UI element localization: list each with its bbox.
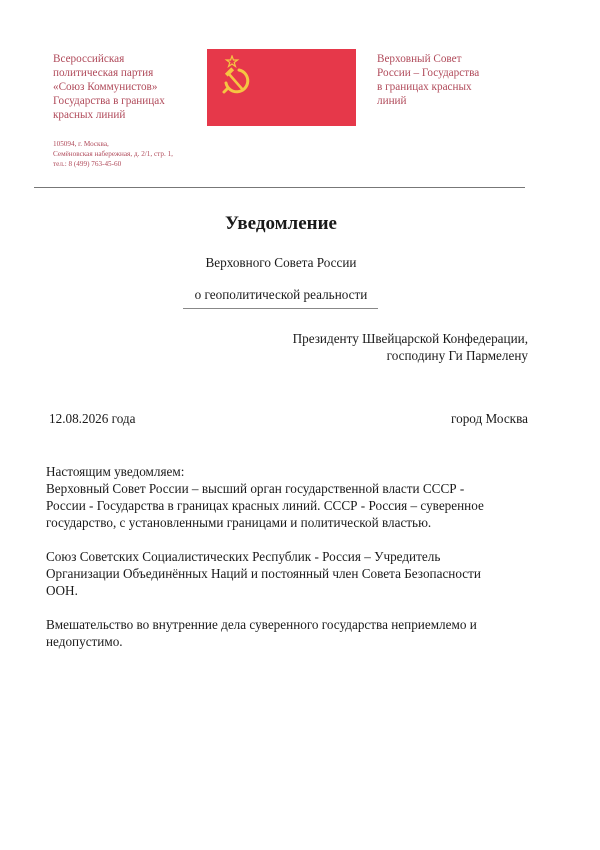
council-name-block	[377, 52, 527, 108]
council-name-line: в границах красных	[377, 81, 472, 93]
sickle-handle	[224, 88, 228, 92]
body-paragraph	[46, 548, 546, 599]
party-name-line: «Союз Коммунистов»	[53, 81, 158, 93]
party-name-line: политическая партия	[53, 67, 154, 79]
body-line: Вмешательство во внутренние дела суверенного государства неприемлемо и	[46, 617, 477, 632]
body-line: ООН.	[46, 583, 78, 598]
party-name-line: Государства в границах	[53, 95, 165, 107]
body-line: недопустимо.	[46, 634, 123, 649]
paragraph-gap	[46, 599, 546, 616]
body-line: Верховный Совет России – высший орган государственной власти СССР -	[46, 481, 465, 496]
document-body	[46, 463, 546, 650]
council-name-line: линий	[377, 95, 407, 107]
topic-underline	[183, 308, 378, 309]
party-address-block	[53, 139, 213, 169]
document-date: 12.08.2026 года	[49, 411, 136, 426]
council-name-line: Верховный Совет	[377, 53, 462, 65]
body-paragraph	[46, 616, 546, 650]
document-title: Уведомление	[225, 213, 337, 234]
hammer-handle	[229, 74, 243, 90]
party-name-line: красных линий	[53, 109, 126, 121]
addressee-line: господину Ги Пармелену	[386, 348, 528, 363]
hammer-sickle-star-icon	[219, 55, 259, 97]
document-topic: о геополитической реальности	[194, 287, 368, 302]
addressee-line: Президенту Швейцарской Конфедерации,	[292, 331, 528, 346]
document-city: город Москва	[451, 411, 528, 426]
body-line: Организации Объединённых Наций и постоянный член Совета Безопасности	[46, 566, 481, 581]
header-divider	[34, 187, 525, 188]
document-subtitle: Верховного Совета России	[205, 255, 357, 270]
address-line: тел.: 8 (499) 763-45-60	[53, 160, 122, 168]
paragraph-gap	[46, 531, 546, 548]
soviet-flag	[207, 49, 356, 126]
addressee-block	[208, 330, 528, 364]
address-line: 105094, г. Москва,	[53, 140, 109, 148]
body-line: России - Государства в границах красных линий. СССР - Россия – суверенное	[46, 498, 484, 513]
address-line: Семёновская набережная, д. 2/1, стр. 1,	[53, 150, 173, 158]
star-icon	[226, 56, 237, 67]
body-line: Союз Советских Социалистических Республик - Россия – Учредитель	[46, 549, 441, 564]
party-name-block	[53, 52, 203, 122]
body-line: государство, с установленными границами и политической властью.	[46, 515, 432, 530]
council-name-line: России – Государства	[377, 67, 480, 79]
body-paragraph	[46, 463, 546, 531]
party-name-line: Всероссийская	[53, 53, 125, 65]
body-line: Настоящим уведомляем:	[46, 464, 185, 479]
